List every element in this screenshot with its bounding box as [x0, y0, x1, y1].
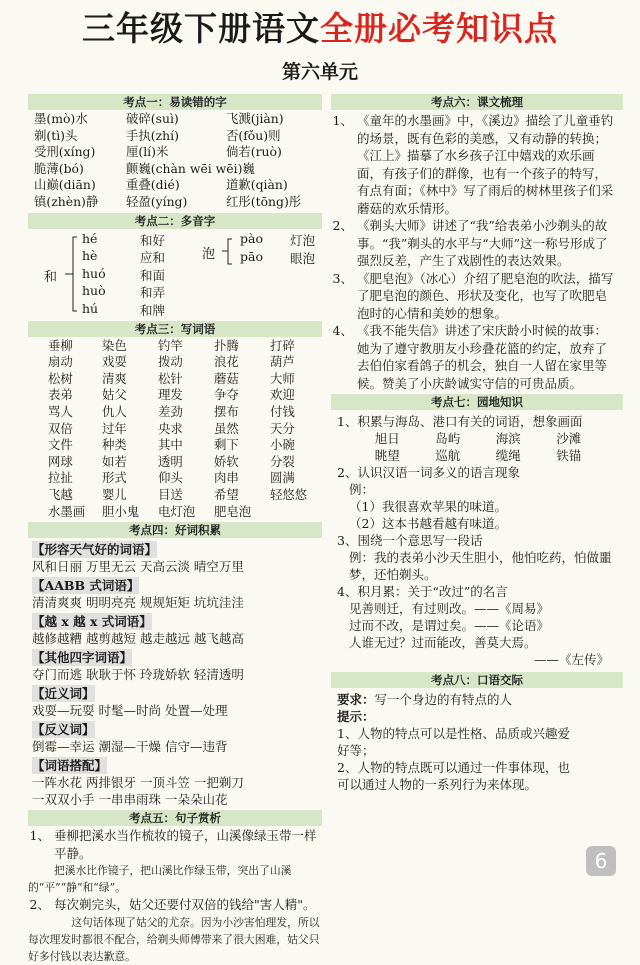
section-heading-3: 考点三：写词语 — [28, 321, 322, 337]
sentence-text: 垂柳把溪水当作梳妆的镜子，山溪像绿玉带一样平静。 — [54, 828, 317, 861]
group-words: 倒霉—幸运 潮湿—干燥 信守—违背 — [32, 739, 228, 755]
word: 岛屿 — [435, 431, 461, 446]
word-cell: 钓竿 — [158, 337, 183, 353]
item-number: 1、 — [332, 113, 353, 128]
word-cell: 种类 — [102, 437, 127, 453]
word-cell: 葫芦 — [270, 354, 295, 370]
tip-item: 2、人物的特点既可以通过一件事体现，也可以通过人物的一系列行为来体现。 — [337, 760, 570, 792]
word-cell: 表弟 — [48, 387, 73, 403]
word-cell: 重叠(dié) — [126, 177, 180, 193]
item-number: 3、 — [332, 270, 353, 286]
word-cell: 手执(zhí) — [126, 127, 179, 143]
requirement-text: 写一个身边的有特点的人 — [374, 692, 513, 707]
word-cell: 形式 — [102, 470, 127, 486]
example-word: 灯泡 — [290, 232, 316, 248]
word-cell: 受刑(xíng) — [34, 144, 96, 160]
bracket-lines — [28, 229, 322, 321]
unit-title: 第六单元 — [281, 61, 358, 83]
word-cell: 松针 — [158, 370, 183, 386]
word-cell: 圆满 — [270, 470, 295, 486]
table-row — [48, 404, 322, 421]
quote-line: 过而不改，是谓过矣。——《论语》 — [349, 618, 550, 633]
section-heading-4: 考点四：好词积累 — [28, 522, 322, 538]
word-cell: 扑腾 — [214, 337, 239, 353]
word-cell: 拉扯 — [48, 470, 73, 486]
word-cell: 否(fǒu)则 — [226, 127, 281, 143]
word-cell: 染色 — [102, 337, 127, 353]
review-text: 《剃头大师》讲述了“我”给表弟小沙剃头的故事。“我”剃头的水平与“大师”这一称号形成了强烈反差，产生了戏剧性的表达效果。 — [357, 218, 608, 268]
title-black: 三年级下册语文 — [82, 9, 320, 48]
page-number: 6 — [586, 846, 616, 876]
review-text: 《童年的水墨画》中，《溪边》描绘了儿童垂钓的场景，既有色彩的美感，又有动静的转换；《江上》描摹了水乡孩子江中嬉戏的欢乐画面，有孩子们的群像，也有一个孩子的特写，有点有面；《林中》写了雨后的树林里孩子们采蘑菇的欢乐情形。 — [357, 113, 614, 216]
word-cell: 轻盈(yíng) — [126, 193, 188, 209]
word-cell: 水墨画 — [48, 503, 86, 519]
pinyin: pāo — [240, 248, 263, 264]
word-cell: 差劲 — [158, 403, 183, 419]
example-paragraph: 例：我的表弟小沙天生胆小，他怕吃药，怕做噩梦，还怕剃头。 — [349, 550, 612, 582]
group-tag: 【词语搭配】 — [32, 758, 108, 774]
group-words: 越修越糟 越剪越短 越走越远 越飞越高 — [32, 631, 244, 647]
word-group — [32, 611, 322, 647]
table-row — [48, 504, 322, 521]
word: 缆绳 — [495, 448, 521, 463]
group-tag: 【形容天气好的词语】 — [32, 542, 158, 558]
section-easy-misread — [28, 110, 322, 213]
word: 海滨 — [495, 431, 521, 446]
group-words: 一阵水花 两排银牙 一顶斗笠 一把剃刀 一双双小手 一串串雨珠 一朵朵山花 — [32, 775, 244, 808]
word-cell: 墨(mò)水 — [34, 111, 88, 126]
word-group — [32, 755, 322, 808]
polyphone-he: 和 — [44, 269, 58, 285]
sentence-note: 把溪水比作镜子，把山溪比作绿玉带，突出了山溪的“平”“静”和“绿”。 — [28, 864, 292, 895]
word-cell: 肉串 — [214, 470, 239, 486]
quote-line: 见善则迁，有过则改。——《周易》 — [349, 601, 550, 616]
word-cell: 垂柳 — [48, 337, 73, 353]
title-red: 全册必考知识点 — [320, 9, 558, 48]
word-cell: 厘(lí)米 — [126, 144, 169, 160]
right-column — [331, 94, 623, 793]
review-item — [331, 112, 619, 217]
table-row — [34, 194, 322, 211]
example-word: 和弄 — [140, 285, 166, 301]
word-cell: 剃(tì)头 — [34, 127, 78, 143]
review-item — [331, 270, 619, 323]
word-row — [337, 447, 619, 464]
pinyin: hé — [82, 230, 98, 246]
table-row — [48, 487, 322, 504]
word-cell: 付钱 — [270, 403, 295, 419]
word-cell: 颤巍(chàn wēi wēi)巍 — [126, 160, 255, 176]
word-cell: 打碎 — [270, 337, 295, 353]
word-group — [32, 719, 322, 755]
word-cell: 扇动 — [48, 354, 73, 370]
word-cell: 虽然 — [214, 420, 239, 436]
group-tag: 【反义词】 — [32, 722, 95, 738]
section-heading-1: 考点一：易读错的字 — [28, 94, 322, 110]
polyphone-pao: 泡 — [202, 246, 216, 262]
word-cell: 胆小鬼 — [102, 503, 140, 519]
word-cell: 倘若(ruò) — [226, 144, 282, 160]
group-words: 戏耍—玩耍 时髦—时尚 处置—处理 — [32, 703, 228, 719]
word-cell: 戏耍 — [102, 354, 127, 370]
sentence-item — [28, 896, 322, 965]
word-group — [32, 539, 322, 575]
word-cell: 欢迎 — [270, 387, 295, 403]
word-cell: 姑父 — [102, 387, 127, 403]
section-heading-8: 考点八：口语交际 — [331, 672, 623, 688]
item-number: 1、 — [29, 828, 50, 844]
word-cell: 大师 — [270, 370, 295, 386]
item-number: 2、 — [332, 218, 353, 233]
word-cell: 央求 — [158, 420, 183, 436]
group-tag: 【AABB 式词语】 — [32, 578, 140, 594]
pinyin: hú — [82, 300, 99, 316]
word-cell: 清爽 — [102, 370, 127, 386]
word-cell: 其中 — [158, 437, 183, 453]
word-cell: 仰头 — [158, 470, 183, 486]
word: 铁锚 — [556, 448, 582, 463]
word-cell: 双倍 — [48, 420, 73, 436]
word-group — [32, 683, 322, 719]
word-cell: 拨动 — [158, 354, 183, 370]
table-row — [48, 371, 322, 388]
word-cell: 婴儿 — [102, 486, 127, 502]
word-cell: 如若 — [102, 453, 127, 469]
word-cell: 肥皂泡 — [214, 503, 252, 519]
example-line: （1）我很喜欢苹果的味道。 — [349, 499, 507, 514]
section-heading-2: 考点二：多音字 — [28, 213, 322, 229]
table-row — [48, 470, 322, 487]
word-cell: 电灯泡 — [158, 503, 196, 519]
word: 旭日 — [374, 431, 400, 446]
garden-q1: 1、积累与海岛、港口有关的词语，想象画面 — [337, 414, 583, 429]
section-heading-5: 考点五：句子赏析 — [28, 810, 322, 826]
word-cell: 道歉(qiàn) — [226, 177, 288, 193]
tips-label: 提示： — [337, 709, 375, 724]
table-row — [34, 144, 322, 161]
section-sentence-analysis — [28, 826, 322, 965]
sentence-text: 每次剃完头，姑父还要付双倍的钱给"害人精"。 — [54, 897, 316, 913]
misread-table — [34, 111, 322, 211]
group-words: 风和日丽 万里无云 天高云淡 晴空万里 — [32, 559, 244, 575]
tip-item: 1、人物的特点可以是性格、品质或兴趣爱好等； — [337, 726, 570, 758]
quote-source: ——《左传》 — [533, 652, 609, 667]
item-number: 2、 — [29, 897, 50, 913]
word-cell: 蘑菇 — [214, 370, 239, 386]
requirement-line — [337, 691, 619, 708]
word: 沙滩 — [556, 431, 582, 446]
pinyin: huó — [82, 265, 106, 281]
word-row — [337, 430, 619, 447]
group-tag: 【近义词】 — [32, 686, 95, 702]
word-cell: 文件 — [48, 437, 73, 453]
word-cell: 脆薄(bó) — [34, 160, 84, 176]
sentence-item — [28, 827, 322, 896]
table-row — [48, 454, 322, 471]
word-cell: 分裂 — [270, 453, 295, 469]
table-row — [34, 177, 322, 194]
pinyin: huò — [82, 283, 106, 299]
garden-q2: 2、认识汉语一词多义的语言现象 — [337, 465, 520, 480]
example-word: 和好 — [140, 232, 166, 248]
write-words-table — [48, 338, 322, 521]
word-cell: 山巅(diān) — [34, 177, 96, 193]
garden-q3: 3、围绕一个意思写一段话 — [337, 533, 483, 548]
word-cell: 网球 — [48, 453, 73, 469]
word-cell: 骂人 — [48, 403, 73, 419]
table-row — [48, 421, 322, 438]
word-cell: 剩下 — [214, 437, 239, 453]
example-label: 例： — [349, 482, 375, 497]
word: 眺望 — [374, 448, 400, 463]
review-text: 《肥皂泡》（冰心）介绍了肥皂泡的吹法，描写了肥皂泡的颜色、形状及变化，也写了吹肥皂泡时的心情和美妙的想象。 — [357, 270, 614, 321]
pinyin: hè — [82, 248, 98, 264]
quote-line: 人谁无过？过而能改，善莫大焉。 — [349, 635, 537, 650]
section-write-words — [28, 337, 322, 523]
section-heading-6: 考点六：课文梳理 — [331, 94, 623, 110]
table-row — [48, 338, 322, 355]
example-word: 眼泡 — [290, 250, 316, 266]
word-cell: 松树 — [48, 370, 73, 386]
word-cell: 争夺 — [214, 387, 239, 403]
section-heading-7: 考点七：园地知识 — [331, 394, 623, 410]
word-cell: 破碎(suì) — [126, 111, 179, 126]
word-cell: 红彤(tōng)彤 — [226, 193, 302, 209]
word-cell: 镇(zhèn)静 — [34, 193, 99, 209]
group-words: 夺门而逃 耿耿于怀 玲珑娇软 轻清透明 — [32, 667, 244, 683]
example-line: （2）这本书越看越有味道。 — [349, 516, 507, 531]
section-oral-communication — [331, 688, 623, 793]
review-text: 《我不能失信》讲述了宋庆龄小时候的故事：她为了遵守教朋友小珍叠花篮的约定，放弃了去伯伯家看鸽子的机会，独自一人留在家里等候。赞美了小庆龄诚实守信的可贵品质。 — [357, 323, 608, 391]
word-cell: 轻悠悠 — [270, 486, 308, 502]
left-column — [28, 94, 322, 965]
table-row — [48, 354, 322, 371]
table-row — [34, 161, 322, 178]
word-cell — [270, 504, 322, 521]
word-cell: 希望 — [214, 486, 239, 502]
review-item — [331, 322, 619, 392]
table-row — [34, 128, 322, 145]
example-word: 和牌 — [140, 302, 166, 318]
section-text-review — [331, 110, 623, 394]
review-item — [331, 217, 619, 270]
pinyin: pào — [240, 230, 263, 246]
word: 巡航 — [435, 448, 461, 463]
section-garden-knowledge — [331, 410, 623, 672]
section-good-words — [28, 538, 322, 810]
table-row — [48, 387, 322, 404]
word-cell: 浪花 — [214, 354, 239, 370]
word-cell: 飞越 — [48, 486, 73, 502]
word-cell: 小碗 — [270, 437, 295, 453]
word-cell: 飞溅(jiàn) — [226, 111, 284, 126]
table-row — [34, 111, 322, 128]
word-cell: 娇软 — [214, 453, 239, 469]
word-group — [32, 575, 322, 611]
word-cell: 过年 — [102, 420, 127, 436]
group-tag: 【越 x 越 x 式词语】 — [32, 614, 152, 630]
word-cell: 目送 — [158, 486, 183, 502]
section-polyphones — [28, 229, 322, 321]
word-cell: 透明 — [158, 453, 183, 469]
example-word: 应和 — [140, 250, 166, 266]
word-cell: 摆布 — [214, 403, 239, 419]
word-cell: 理发 — [158, 387, 183, 403]
item-number: 4、 — [332, 323, 353, 338]
group-words: 清清爽爽 明明亮亮 规规矩矩 坑坑洼洼 — [32, 595, 244, 611]
word-cell: 天分 — [270, 420, 295, 436]
sentence-note: 这句话体现了姑父的尤奈。因为小沙害怕理发，所以每次理发时都很不配合，给剃头师傅带来了很大困难，姑父只好多付钱以表达歉意。 — [28, 915, 320, 963]
page-title — [0, 8, 640, 50]
table-row — [48, 437, 322, 454]
garden-q4: 4、积月累：关于“改过”的名言 — [337, 584, 508, 599]
requirement-label: 要求： — [337, 692, 375, 707]
example-word: 和面 — [140, 267, 166, 283]
word-group — [32, 647, 322, 683]
word-cell: 仇人 — [102, 403, 127, 419]
group-tag: 【其他四字词语】 — [32, 650, 133, 666]
